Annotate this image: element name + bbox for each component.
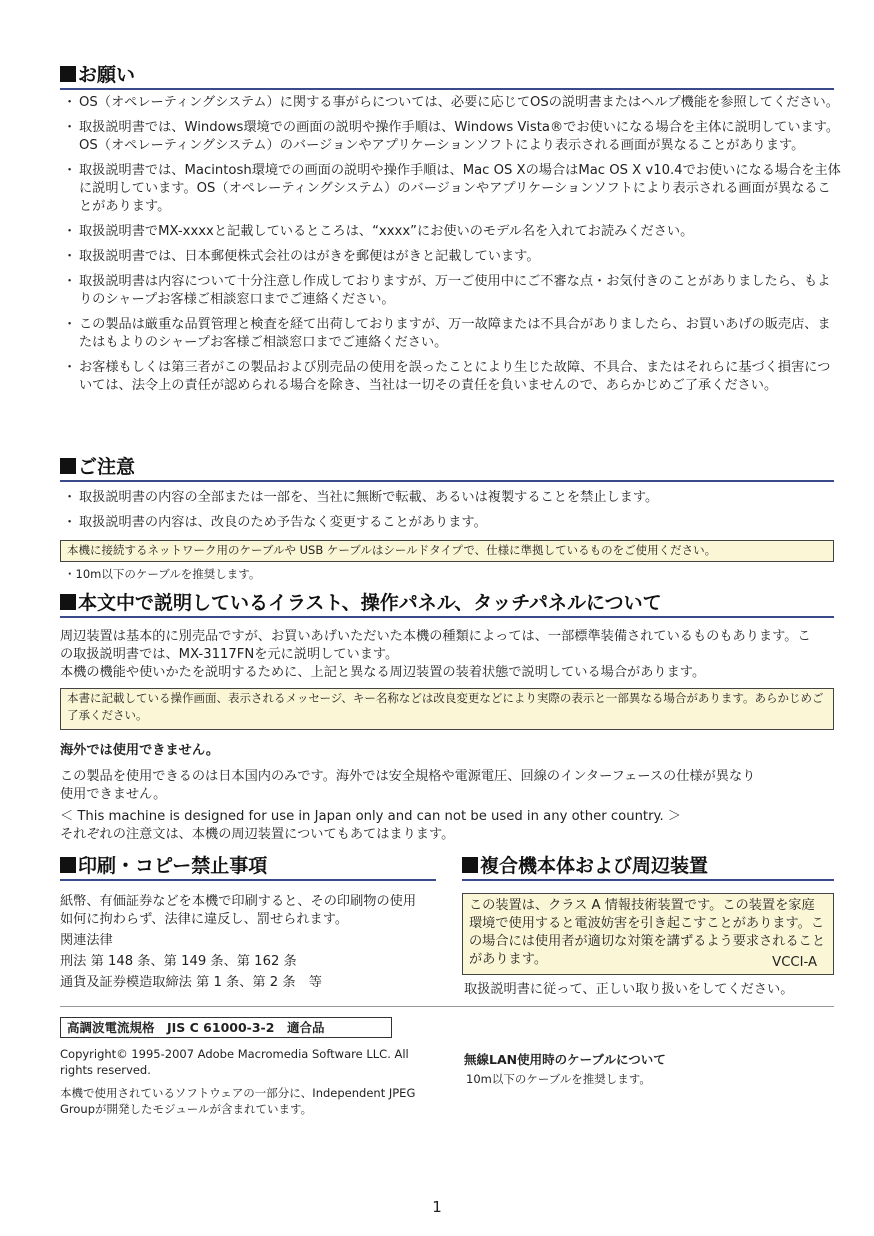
chui-list bbox=[66, 489, 842, 539]
square-bullet-icon bbox=[60, 857, 76, 873]
wireless-title: 無線LAN使用時のケーブルについて bbox=[464, 1052, 666, 1067]
list-item: ・ 取扱説明書では、Macintosh環境での画面の説明や操作手順は、Mac OS Xの場合はMac OS X v10.4でお使いになる場合を主体に説明しています。OS（オペレーティングシステム）のバージョンやアプリケーションソフトにより表示される画面が異なることがあります。 bbox=[66, 162, 842, 216]
overseas-para-1: この製品を使用できるのは日本国内のみです。海外では安全規格や電源電圧、回線のインターフェースの仕様が異なり使用できません。 bbox=[60, 769, 756, 802]
list-item: ・ 取扱説明書では、日本郵便株式会社のはがきを郵便はがきと記載しています。 bbox=[66, 248, 842, 266]
heading-onegai-text: お願い bbox=[78, 64, 136, 86]
fukugouki-after-text: 取扱説明書に従って、正しい取り扱いをしてください。 bbox=[464, 982, 794, 997]
list-item: ・ お客様もしくは第三者がこの製品および別売品の使用を誤ったことにより生じた故障、不具合、またはそれらに基づく損害については、法令上の責任が認められる場合を除き、当社は一切その責任を負いませんので、あらかじめご了承ください。 bbox=[66, 359, 842, 395]
heading-illust bbox=[60, 590, 834, 618]
square-bullet-icon bbox=[60, 66, 76, 82]
vcci-text: この装置は、クラス A 情報技術装置です。この装置を家庭環境で使用すると電波妨害を引き起こすことがあります。この場合には使用者が適切な対策を講ずるよう要求されることがあります。 bbox=[469, 898, 826, 967]
harmonic-standard-label: 高調波電流規格 JIS C 61000-3-2 適合品 bbox=[67, 1020, 325, 1035]
list-item: ・ 取扱説明書の内容は、改良のため予告なく変更することがあります。 bbox=[66, 514, 842, 532]
heading-insatsu-text: 印刷・コピー禁止事項 bbox=[78, 855, 268, 877]
heading-chui-text: ご注意 bbox=[78, 456, 136, 478]
overseas-para-2: ＜ This machine is designed for use in Japan only and can not be used in any other country. ＞ bbox=[60, 809, 682, 824]
onegai-list bbox=[66, 94, 842, 402]
list-item: ・ 取扱説明書では、Windows環境での画面の説明や操作手順は、Windows Vista®でお使いになる場合を主体に説明しています。OS（オペレーティングシステム）のバージョンやアプリケーションソフトにより表示される画面が異なることがあります。 bbox=[66, 119, 842, 155]
insatsu-law-label: 関連法律 bbox=[60, 933, 113, 948]
cable-sub-note: ・10m以下のケーブルを推奨します。 bbox=[64, 567, 261, 581]
harmonic-standard-box bbox=[60, 1017, 392, 1038]
heading-chui bbox=[60, 454, 834, 482]
list-item: ・ 取扱説明書でMX-xxxxと記載しているところは、“xxxx”にお使いのモデル名を入れてお読みください。 bbox=[66, 223, 842, 241]
list-item: ・ 取扱説明書の内容の全部または一部を、当社に無断で転載、あるいは複製することを禁止します。 bbox=[66, 489, 842, 507]
square-bullet-icon bbox=[462, 857, 478, 873]
heading-fukugouki-text: 複合機本体および周辺装置 bbox=[480, 855, 709, 877]
vcci-box bbox=[462, 893, 834, 975]
overseas-title: 海外では使用できません。 bbox=[60, 743, 220, 758]
illust-para-2: 本機の機能や使いかたを説明するために、上記と異なる周辺装置の装着状態で説明している場合があります。 bbox=[60, 665, 706, 680]
copyright-text: Copyright© 1995-2007 Adobe Macromedia Software LLC. All rights reserved. bbox=[60, 1047, 409, 1077]
section-divider bbox=[60, 1006, 834, 1007]
illust-note-box bbox=[60, 688, 834, 730]
list-item: ・ 取扱説明書は内容について十分注意し作成しておりますが、万一ご使用中にご不審な点・お気付きのことがありましたら、もよりのシャープお客様ご相談窓口までご連絡ください。 bbox=[66, 273, 842, 309]
heading-fukugouki bbox=[462, 853, 834, 881]
list-item: ・ OS（オペレーティングシステム）に関する事がらについては、必要に応じてOSの説明書またはヘルプ機能を参照してください。 bbox=[66, 94, 842, 112]
square-bullet-icon bbox=[60, 594, 76, 610]
square-bullet-icon bbox=[60, 458, 76, 474]
overseas-para-3: それぞれの注意文は、本機の周辺装置についてもあてはまります。 bbox=[60, 827, 455, 842]
cable-note-text: 本機に接続するネットワーク用のケーブルや USB ケーブルはシールドタイプで、仕様に準拠しているものをご使用ください。 bbox=[67, 543, 717, 557]
illust-note-text: 本書に記載している操作画面、表示されるメッセージ、キー名称などは改良変更などにより実際の表示と一部異なる場合があります。あらかじめご了承ください。 bbox=[67, 691, 824, 722]
heading-insatsu bbox=[60, 853, 436, 881]
jpeg-notice: 本機で使用されているソフトウェアの一部分に、Independent JPEG Groupが開発したモジュールが含まれています。 bbox=[60, 1086, 416, 1116]
list-item: ・ この製品は厳重な品質管理と検査を経て出荷しておりますが、万一故障または不具合がありましたら、お買いあげの販売店、またはもよりのシャープお客様ご相談窓口までご連絡ください。 bbox=[66, 316, 842, 352]
wireless-text: 10m以下のケーブルを推奨します。 bbox=[466, 1072, 651, 1086]
vcci-label: VCCI-A bbox=[772, 955, 817, 970]
insatsu-para: 紙幣、有価証券などを本機で印刷すると、その印刷物の使用如何に拘わらず、法律に違反し、罰せられます。 bbox=[60, 894, 417, 927]
page-number: 1 bbox=[432, 1198, 442, 1216]
illust-para-1: 周辺装置は基本的に別売品ですが、お買いあげいただいた本機の種類によっては、一部標準装備されているものもあります。この取扱説明書では、MX-3117FNを元に説明しています。 bbox=[60, 629, 811, 662]
heading-onegai bbox=[60, 62, 834, 90]
heading-illust-text: 本文中で説明しているイラスト、操作パネル、タッチパネルについて bbox=[78, 592, 662, 614]
cable-note-box bbox=[60, 540, 834, 562]
insatsu-law-1: 刑法 第 148 条、第 149 条、第 162 条 bbox=[60, 954, 297, 969]
insatsu-law-2: 通貨及証券模造取締法 第 1 条、第 2 条 等 bbox=[60, 975, 322, 990]
